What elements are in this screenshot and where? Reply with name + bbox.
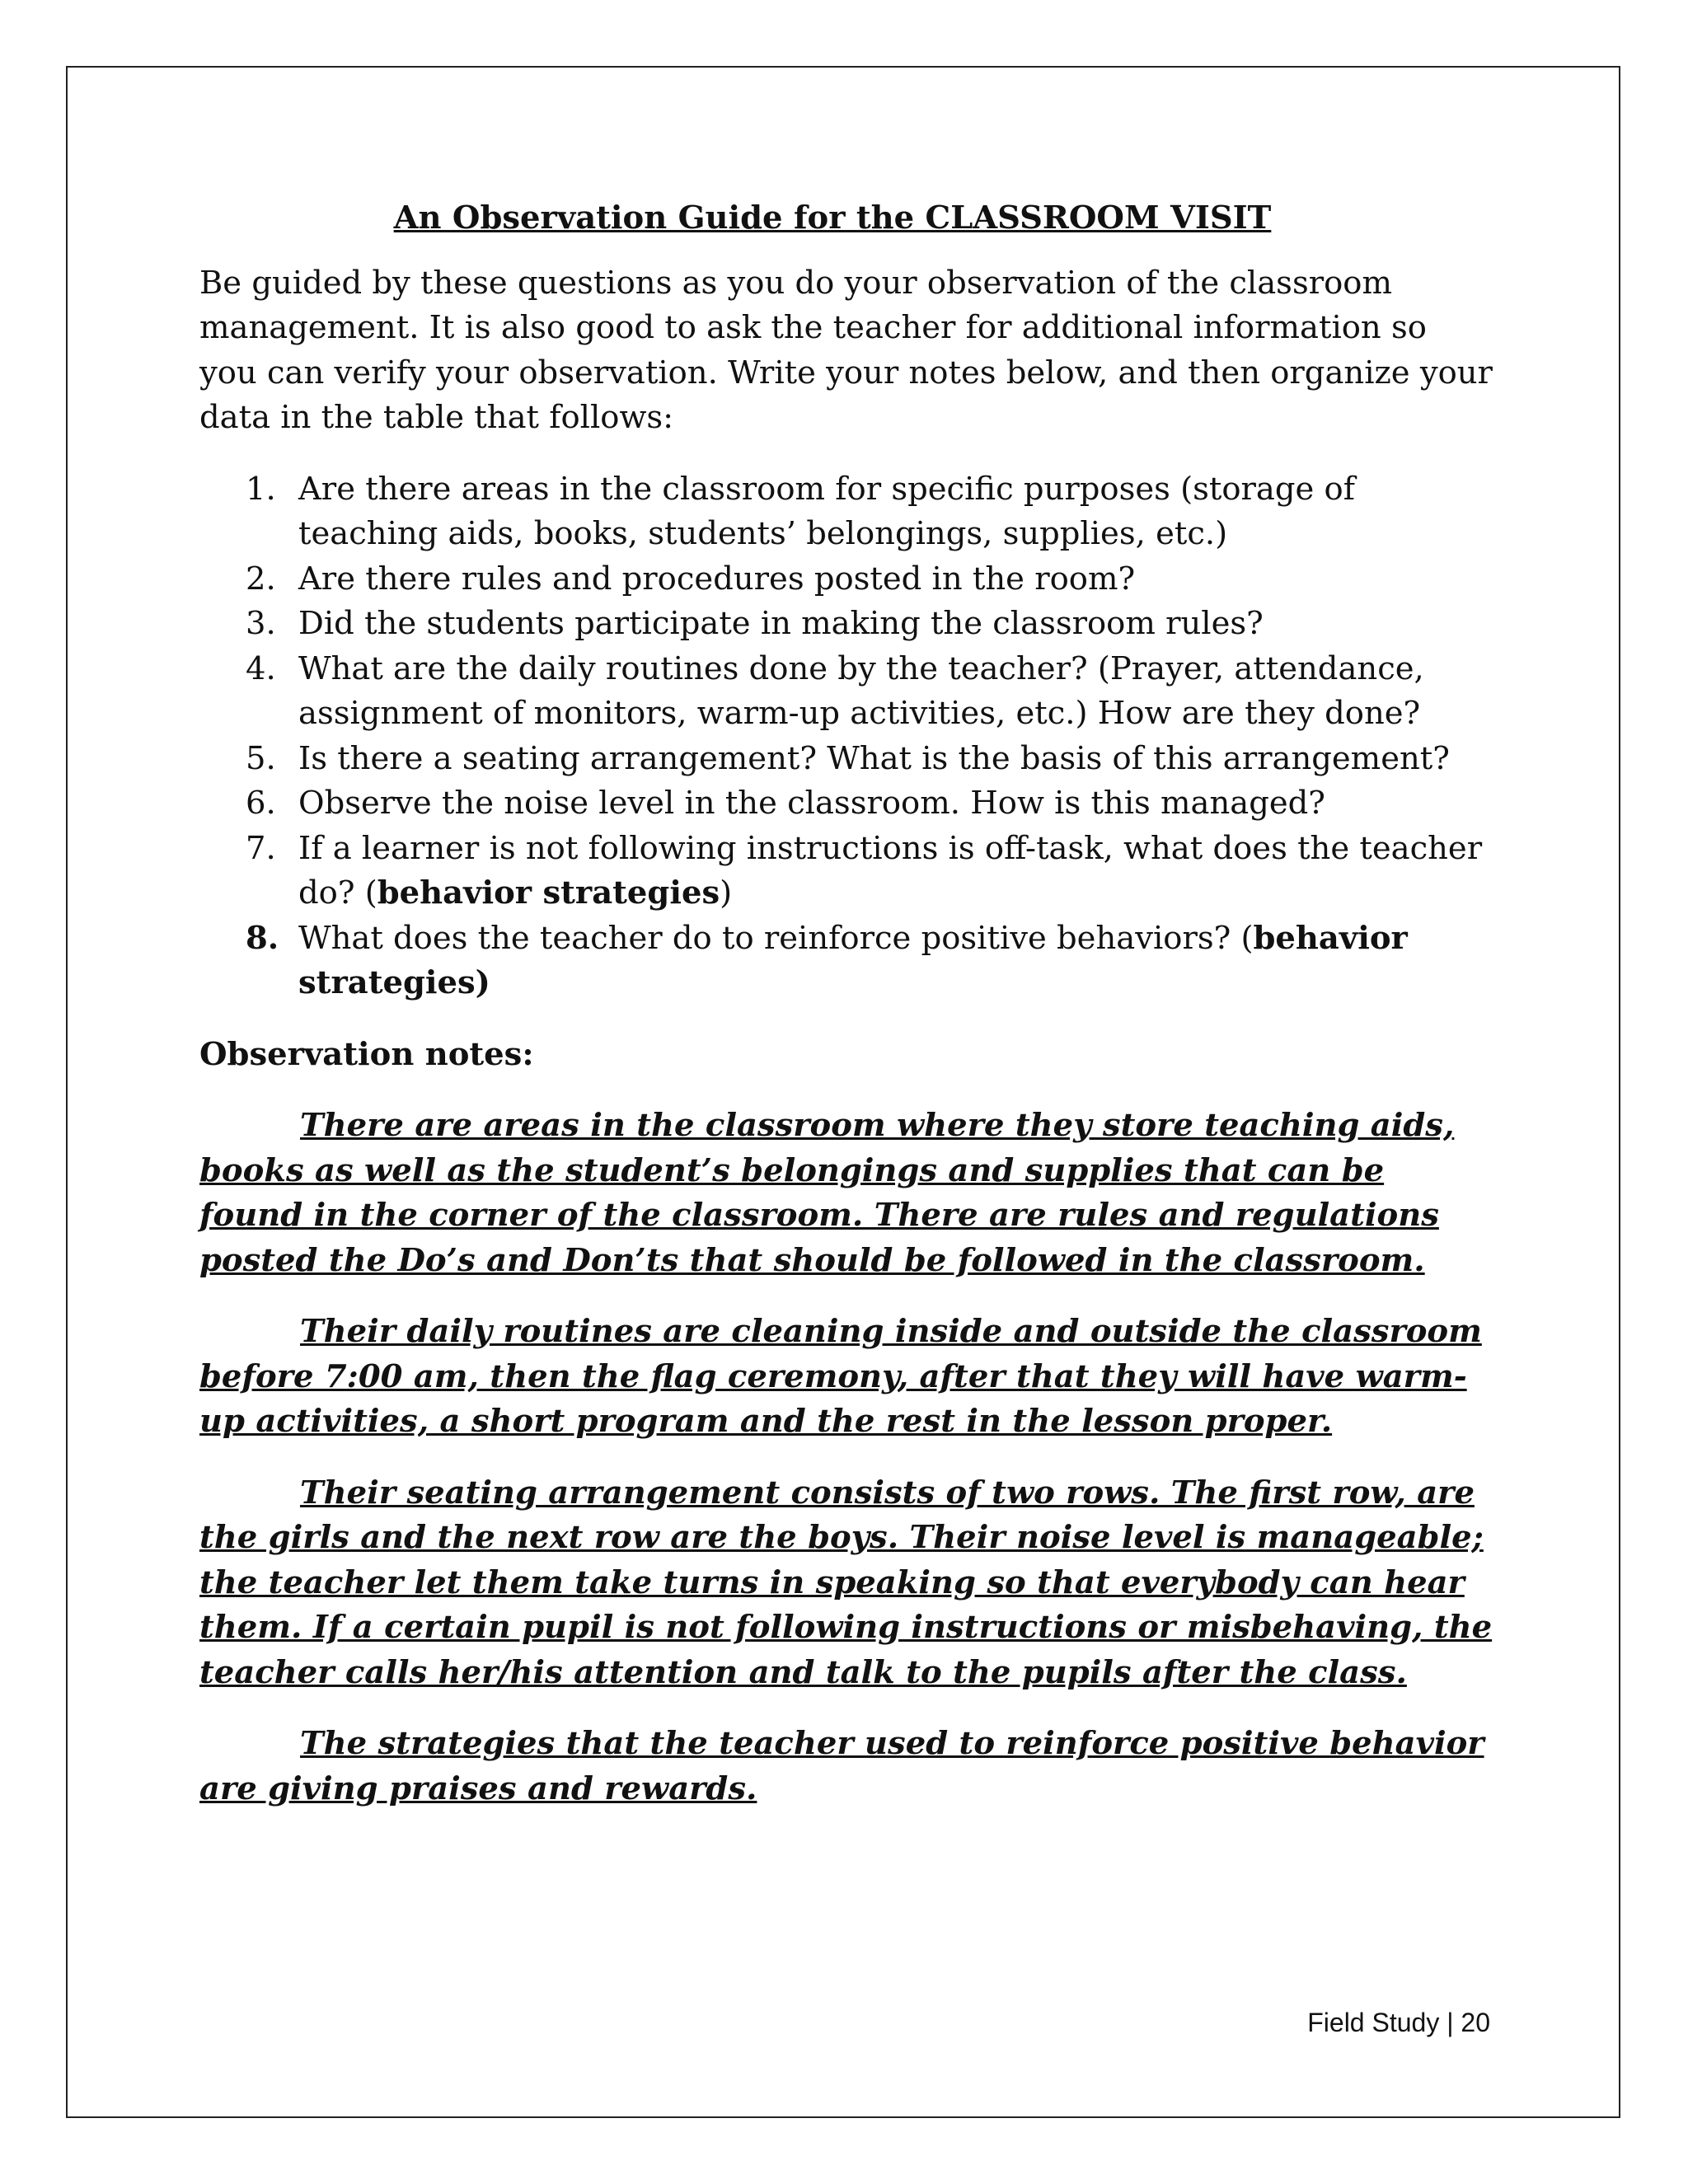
list-number: 3.: [246, 605, 276, 642]
question-text-before: What does the teacher do to reinforce positive behaviors? (: [298, 919, 1254, 957]
list-number: 8.: [246, 919, 279, 957]
observation-note: The strategies that the teacher used to reinforce positive behavior are giving praises and rewards.: [199, 1725, 1484, 1807]
question-text: [298, 920, 1408, 1002]
question-text: What are the daily routines done by the teacher? (Prayer, attendance, assignment of monitors, warm-up activities, etc.) How are they done?: [298, 649, 1424, 732]
list-number: 7.: [246, 829, 276, 867]
page-footer: Field Study | 20: [1307, 2008, 1490, 2037]
question-bold-text: behavior strategies): [298, 919, 1408, 1001]
list-number: 1.: [246, 470, 276, 508]
question-text: Observe the noise level in the classroom. How is this managed?: [298, 785, 1325, 822]
list-item: [199, 557, 1493, 602]
list-item: [199, 602, 1493, 647]
notes-heading: Observation notes:: [199, 1035, 534, 1073]
list-item: [199, 781, 1493, 827]
question-text-before: If a learner is not following instructions is off-task, what does the teacher do? (: [298, 829, 1483, 912]
document-title: An Observation Guide for the CLASSROOM VISIT: [393, 199, 1272, 237]
list-item: [199, 737, 1493, 782]
list-number: 2.: [246, 560, 276, 598]
list-number: 4.: [246, 649, 276, 687]
page-content: [199, 196, 1493, 1838]
list-number: 5.: [246, 739, 276, 777]
list-item: [199, 647, 1493, 737]
question-text: Are there areas in the classroom for specific purposes (storage of teaching aids, books, students’ belongings, supplies, etc.): [298, 470, 1355, 552]
observation-note: Their seating arrangement consists of two rows. The first row, are the girls and the next row are the boys. Their noise level is manageable; the teacher let them take turns in speaking so that everybody can hear them. If a certain pupil is not following instructions or misbehaving, the teacher calls her/his attention and talk to the pupils after the class.: [199, 1474, 1493, 1691]
question-text: Did the students participate in making the classroom rules?: [298, 605, 1264, 642]
observation-note: There are areas in the classroom where they store teaching aids, books as well as the student’s belongings and supplies that can be found in the corner of the classroom. There are rules and regulations posted the Do’s and Don’ts that should be followed in the classroom.: [199, 1107, 1455, 1279]
list-item: [199, 827, 1493, 916]
question-text-after: ): [720, 874, 733, 912]
list-item: [199, 916, 1493, 1006]
question-text: [298, 830, 1482, 912]
list-item: [199, 467, 1493, 557]
observation-note: Their daily routines are cleaning inside and outside the classroom before 7:00 am, then the flag ceremony, after that they will have warm-up activities, a short program and the rest in the lesson proper.: [199, 1313, 1482, 1440]
question-list: [199, 467, 1493, 1006]
question-text: Is there a seating arrangement? What is the basis of this arrangement?: [298, 739, 1450, 777]
question-bold-text: behavior strategies: [377, 874, 720, 912]
list-number: 6.: [246, 785, 276, 822]
intro-paragraph: Be guided by these questions as you do your observation of the classroom management. It is also good to ask the teacher for additional information so you can verify your observation. Write your notes below, and then organize your data in the table that follows:: [199, 264, 1493, 436]
question-text: Are there rules and procedures posted in the room?: [298, 560, 1136, 598]
